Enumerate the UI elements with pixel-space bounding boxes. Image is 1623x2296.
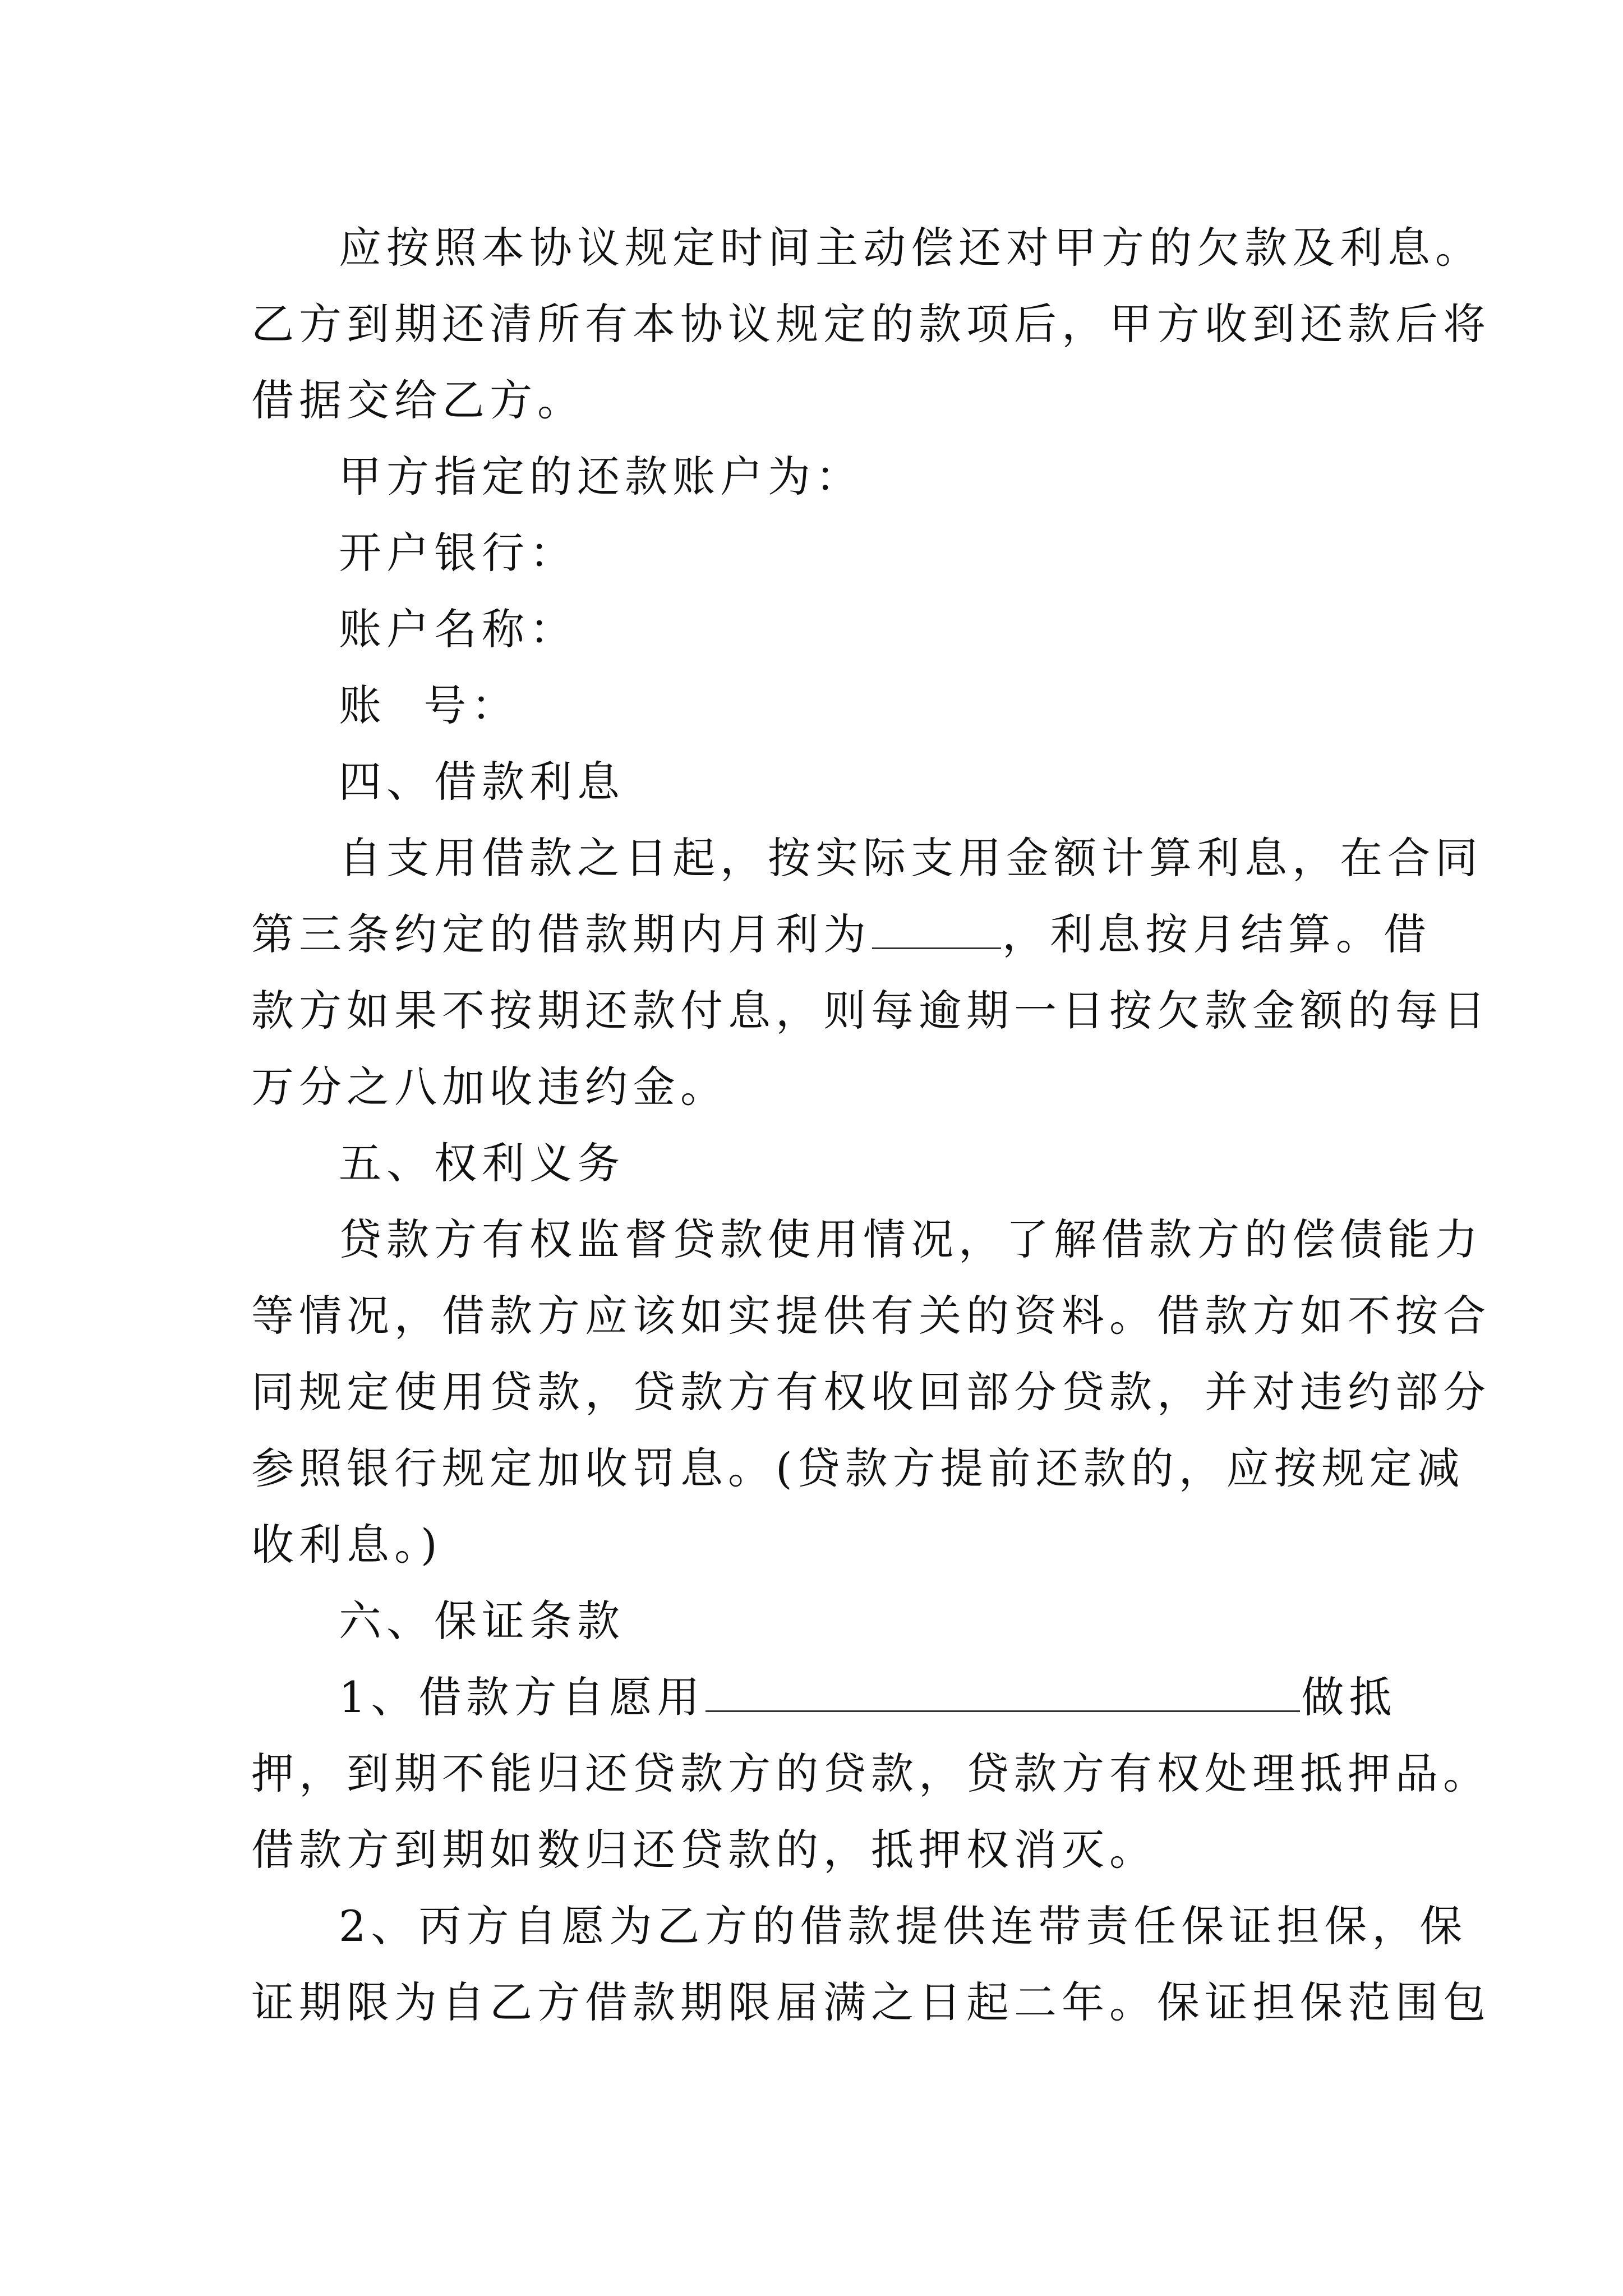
paragraph-line: 款方如果不按期还款付息，则每逾期一日按欠款金额的每日 (251, 986, 1491, 1036)
section-heading-guarantee: 六、保证条款 (339, 1596, 625, 1646)
account-intro: 甲方指定的还款账户为： (339, 452, 863, 501)
text-run: 做抵 (1301, 1672, 1397, 1722)
paragraph-line-with-blank (251, 1659, 1397, 1736)
text-run: ，利息按月结算。借 (1002, 909, 1431, 959)
text-run: 1、借款方自愿用 (339, 1672, 705, 1722)
collateral-blank (706, 1671, 1300, 1712)
paragraph-line: 应按照本协议规定时间主动偿还对甲方的欠款及利息。 (339, 223, 1483, 273)
paragraph-line: 贷款方有权监督贷款使用情况，了解借款方的偿债能力 (339, 1214, 1483, 1264)
paragraph-line: 押，到期不能归还贷款方的贷款，贷款方有权处理抵押品。 (251, 1749, 1491, 1798)
interest-rate-blank (872, 908, 1001, 949)
account-number-label: 账 号： (339, 680, 519, 730)
paragraph-line: 自支用借款之日起，按实际支用金额计算利息，在合同 (339, 833, 1483, 883)
paragraph-line: 证期限为自乙方借款期限届满之日起二年。保证担保范围包 (251, 1977, 1491, 2027)
paragraph-line: 万分之八加收违约金。 (251, 1062, 728, 1112)
account-name-label: 账户名称： (339, 604, 577, 654)
paragraph-line-with-blank (251, 896, 1431, 973)
document-body (251, 210, 1491, 2041)
paragraph-line: 借据交给乙方。 (251, 375, 585, 425)
paragraph-line: 收利息。) (251, 1520, 442, 1570)
paragraph-line: 2、丙方自愿为乙方的借款提供连带责任保证担保，保 (339, 1901, 1468, 1951)
section-heading-interest: 四、借款利息 (339, 757, 625, 807)
paragraph-line: 借款方到期如数归还贷款的，抵押权消灭。 (251, 1825, 1157, 1875)
text-run: 第三条约定的借款期内月利为 (251, 909, 871, 959)
section-heading-rights: 五、权利义务 (339, 1138, 625, 1188)
paragraph-line: 参照银行规定加收罚息。(贷款方提前还款的，应按规定减 (251, 1443, 1465, 1493)
paragraph-line: 乙方到期还清所有本协议规定的款项后，甲方收到还款后将 (251, 299, 1491, 349)
bank-label: 开户银行： (339, 528, 577, 578)
paragraph-line: 等情况，借款方应该如实提供有关的资料。借款方如不按合 (251, 1291, 1491, 1341)
paragraph-line: 同规定使用贷款，贷款方有权收回部分贷款，并对违约部分 (251, 1367, 1491, 1417)
